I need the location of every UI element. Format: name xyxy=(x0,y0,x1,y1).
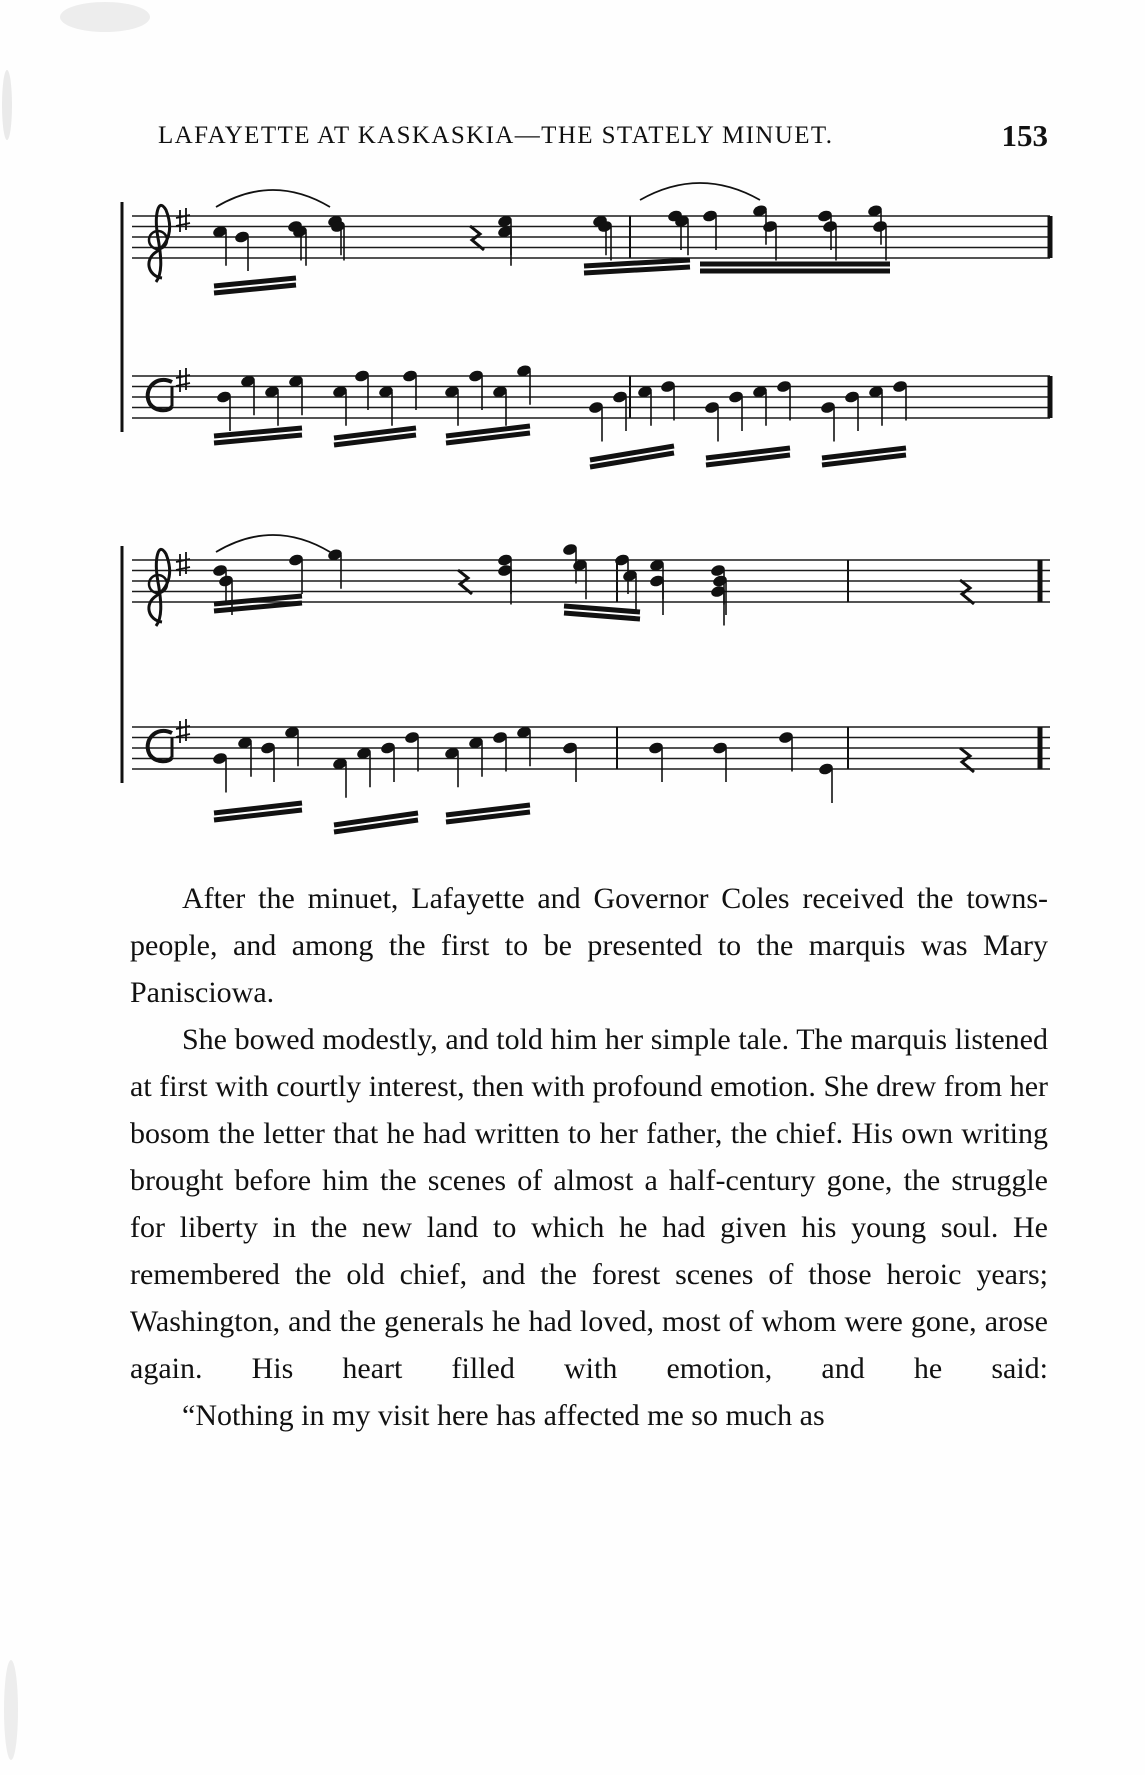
paragraph: After the minuet, Lafayette and Governor Coles received the towns-people, and among the first to be presented to the marquis was Mary Panisciowa. xyxy=(130,882,1048,1009)
note-beam xyxy=(584,260,690,266)
slur xyxy=(216,190,330,207)
note-beam xyxy=(584,267,690,273)
paper-speck xyxy=(4,1660,18,1760)
body-text xyxy=(130,875,1048,1439)
note-beam xyxy=(564,613,640,619)
running-head: LAFAYETTE AT KASKASKIA—THE STATELY MINUET. xyxy=(158,122,834,149)
note-beam xyxy=(564,606,640,612)
sharp-sign xyxy=(176,208,190,232)
sharp-sign xyxy=(176,368,190,392)
paper-speck xyxy=(2,70,12,140)
rest xyxy=(470,226,484,250)
paper-speck xyxy=(60,2,150,32)
page-number: 153 xyxy=(1001,118,1048,153)
paragraph: She bowed modestly, and told him her simple tale. The marquis listened at first with courtly interest, then with profound emotion. She drew from her bosom the letter that he had written to her father, the chief. His own writing brought before him the scenes of almost a half-century gone, the struggle for liberty in the new land to which he had given his young soul. He remembered the old chief, and the forest scenes of those heroic years; Washington, and the generals he had loved, most of whom were gone, arose again. His heart filled with emotion, and he said: xyxy=(130,1023,1048,1385)
paragraph: “Nothing in my visit here has affected me so much as xyxy=(182,1399,825,1432)
sharp-sign xyxy=(176,719,190,743)
music-score xyxy=(0,0,1145,880)
rest xyxy=(458,570,472,594)
bass-clef xyxy=(148,731,172,761)
bass-clef xyxy=(148,380,172,410)
slur xyxy=(640,183,760,200)
slur xyxy=(216,535,330,552)
music-notation xyxy=(0,0,1145,880)
sharp-sign xyxy=(176,552,190,576)
